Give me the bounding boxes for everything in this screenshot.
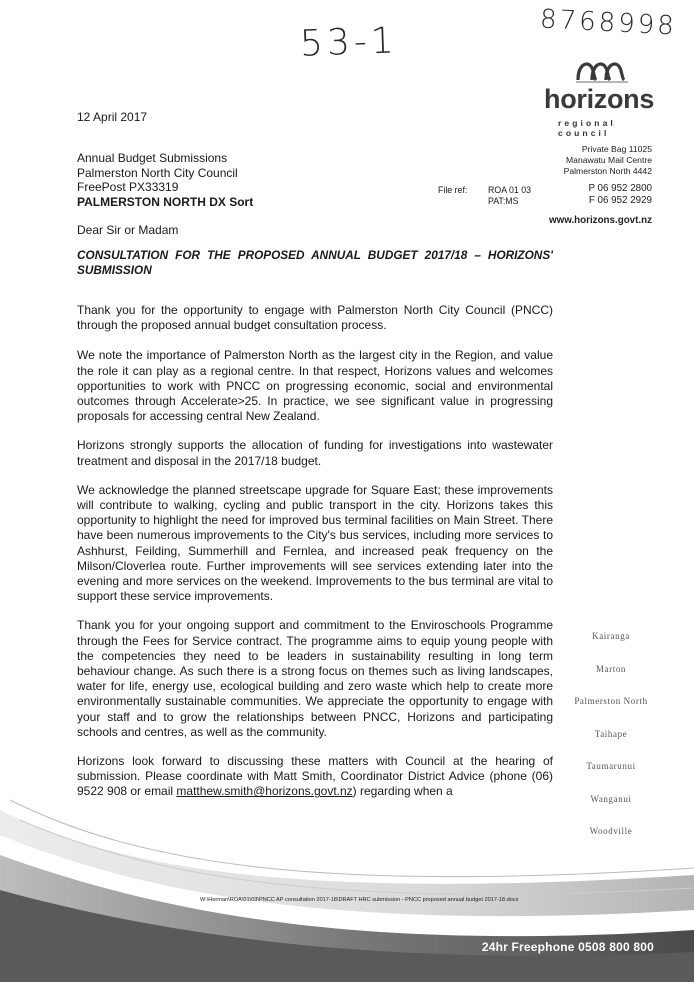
horizons-logo bbox=[544, 58, 658, 138]
letter-date: 12 April 2017 bbox=[77, 110, 148, 124]
wave-logo-icon bbox=[574, 58, 634, 84]
logo-wordmark: horizons bbox=[544, 84, 655, 114]
last-paragraph-end: ) regarding when a bbox=[352, 784, 453, 799]
last-paragraph-start: Horizons look forward to discussing these matters with Council at the hearing of submission. Please coordinate with Matt Smith, Coordinator District Advice (phone (06) 9522 908 or email bbox=[77, 754, 553, 799]
town-name: Kairanga bbox=[592, 631, 630, 641]
town-name: Marton bbox=[595, 663, 627, 674]
sender-address bbox=[549, 144, 652, 226]
sender-address-line: Palmerston North 4442 bbox=[563, 166, 652, 176]
handwritten-reference: 53-1 bbox=[299, 20, 399, 65]
file-ref-value: ROA 01 03 bbox=[488, 185, 532, 195]
sender-website: www.horizons.govt.nz bbox=[548, 215, 652, 226]
sender-address-line: Manawatu Mail Centre bbox=[566, 155, 652, 165]
letter-body bbox=[77, 303, 553, 814]
body-paragraph: Horizons strongly supports the allocation of funding for investigations into wastewater treatment and disposal in the 2017/18 budget. bbox=[77, 438, 553, 468]
letter-heading: CONSULTATION FOR THE PROPOSED ANNUAL BUDGET 2017/18 – HORIZONS' SUBMISSION bbox=[77, 248, 553, 277]
recipient-line: FreePost PX33319 bbox=[77, 180, 179, 194]
body-paragraph: We acknowledge the planned streetscape upgrade for Square East; these improvements will contribute to walking, cycling and public transport in the city. Horizons takes this opportunity to highlight the need for improved bus terminal facilities on Main Street. There have been numerous improvements to the City's bus services, including more services to Ashhurst, Feilding, Summerhill and Fernlea, and increased peak frequency on the Milson/Cloverlea route. Further improvements will see services extending later into the evening and more services on the weekend. Improvements to the bus terminal are vital to support these service improvements. bbox=[77, 482, 553, 604]
town-name: Taumarunui bbox=[586, 761, 636, 771]
recipient-address bbox=[77, 151, 253, 209]
recipient-line-bold: PALMERSTON NORTH DX Sort bbox=[77, 194, 254, 209]
town-name: Taihape bbox=[594, 728, 628, 739]
body-paragraph: Thank you for your ongoing support and commitment to the Enviroschools Programme through the Fees for Service contract. The programme aims to equip young people with the competencies they need to be leaders in sustainability resulting in long term behaviour change. As such there is a strong focus on themes such as living landscapes, water for life, energy use, ecological building and zero waste which help to create more environmentally sustainable communities. We appreciate the opportunity to engage with your staff and to grow the relationships between PNCC, Horizons and participating schools and centres, as well as the community. bbox=[77, 618, 553, 739]
town-name: Woodville bbox=[589, 826, 633, 836]
freephone-number: 24hr Freephone 0508 800 800 bbox=[481, 940, 654, 954]
sender-phone: P 06 952 2800 bbox=[588, 183, 652, 194]
handwritten-document-number: 8768998 bbox=[539, 4, 678, 42]
body-paragraph: Thank you for the opportunity to engage with Palmerston North City Council (PNCC) through the proposed annual budget consultation process. bbox=[77, 303, 553, 333]
town-name: Wanganui bbox=[590, 793, 632, 804]
sender-fax: F 06 952 2929 bbox=[588, 195, 652, 206]
town-name: Palmerston North bbox=[574, 696, 648, 706]
file-reference bbox=[438, 185, 531, 206]
document-file-path: W:\Herman\ROA\01\03\PNCC AP consultation 2017-18\DRAFT HRC submission - PNCC proposed annual budget 2017-18.docx bbox=[200, 897, 519, 903]
recipient-line: Palmerston North City Council bbox=[77, 165, 238, 180]
contact-email-link[interactable]: matthew.smith@horizons.govt.nz bbox=[176, 784, 353, 799]
recipient-line: Annual Budget Submissions bbox=[77, 151, 228, 165]
salutation: Dear Sir or Madam bbox=[77, 223, 179, 237]
logo-subtitle: regional council bbox=[558, 118, 616, 138]
sender-address-line: Private Bag 11025 bbox=[581, 144, 652, 154]
author-initials: PAT:MS bbox=[488, 195, 519, 206]
file-ref-label: File ref: bbox=[438, 185, 468, 195]
body-paragraph: We note the importance of Palmerston North as the largest city in the Region, and value the role it can play as a regional centre. In that respect, Horizons values and welcomes opportunities to work with PNCC on progressing economic, social and environmental outcomes through Accelerate>25. In practice, we see significant value in progressing proposals for accessing central New Zealand. bbox=[77, 348, 553, 424]
